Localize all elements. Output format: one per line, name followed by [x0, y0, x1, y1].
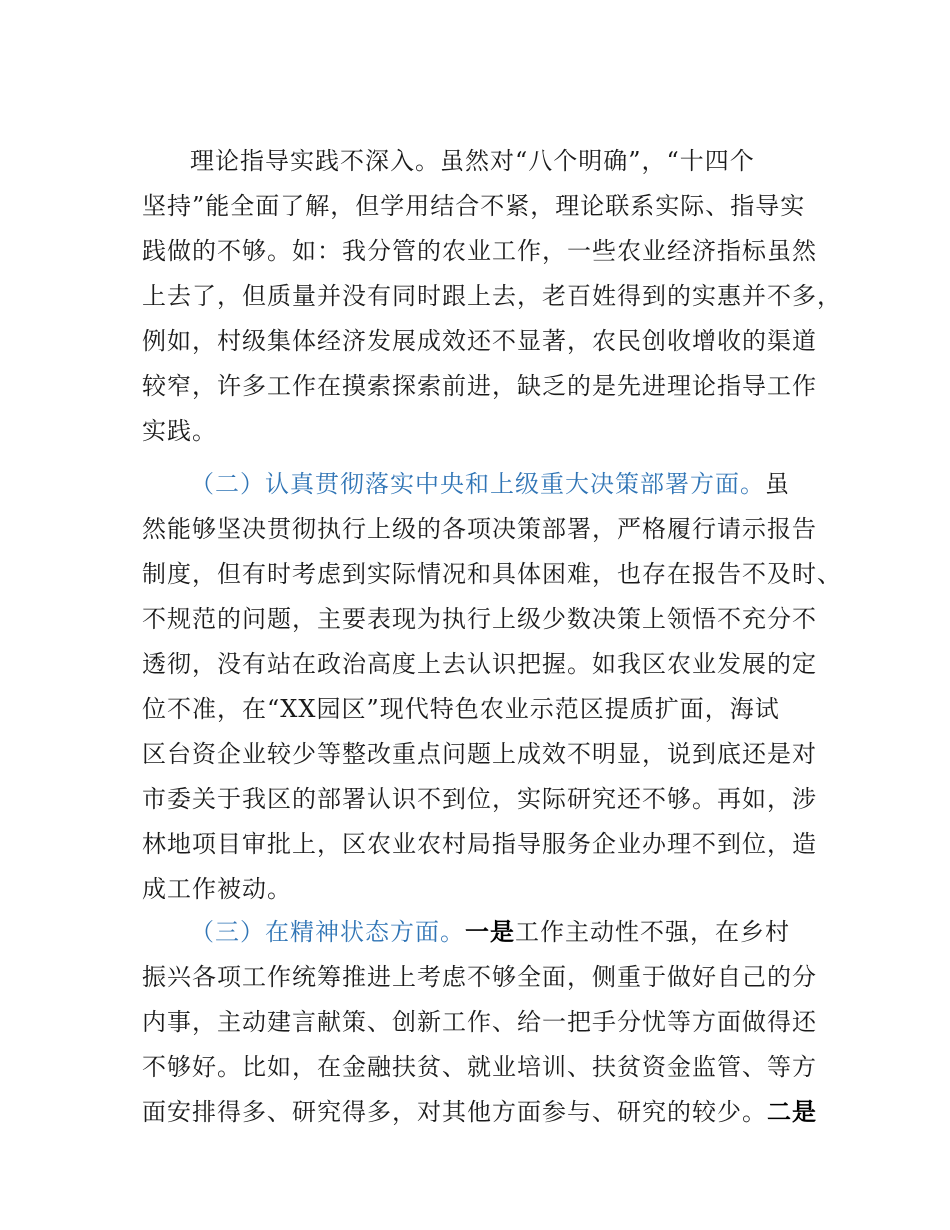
paragraph-1-line-2: 坚持”能全面了解，但学用结合不紧，理论联系实际、指导实: [142, 192, 806, 220]
paragraph-2-line-8: 市委关于我区的部署认识不到位，实际研究还不够。再如，涉: [142, 785, 817, 813]
paragraph-1-line-5: 例如，村级集体经济发展成效还不显著，农民创收增收的渠道: [142, 327, 817, 355]
paragraph-1-line-4: 上去了，但质量并没有同时跟上去，老百姓得到的实惠并不多，: [142, 282, 842, 310]
paragraph-3-bold-marker-2: 二是: [767, 1097, 817, 1126]
paragraph-3-line-5-text: 面安排得多、研究得多，对其他方面参与、研究的较少。: [142, 1098, 767, 1126]
paragraph-3-line-1-rest: 工作主动性不强，在乡村: [515, 918, 790, 946]
paragraph-2-line-1: [190, 469, 870, 499]
paragraph-3-line-3: 内事，主动建言献策、创新工作、给一把手分忧等方面做得还: [142, 1008, 817, 1036]
section-2-heading: （二）认真贯彻落实中央和上级重大决策部署方面。: [190, 470, 765, 498]
paragraph-3-line-1: [190, 917, 870, 947]
paragraph-1-line-7: 实践。: [142, 417, 217, 445]
paragraph-1-line-6: 较窄，许多工作在摸索探索前进，缺乏的是先进理论指导工作: [142, 372, 817, 400]
paragraph-2-line-2: 然能够坚决贯彻执行上级的各项决策部署，严格履行请示报告: [142, 515, 817, 543]
paragraph-2-line-4: 不规范的问题，主要表现为执行上级少数决策上领悟不充分不: [142, 605, 817, 633]
paragraph-2-line-1-rest: 虽: [765, 470, 790, 498]
paragraph-1-line-1: 理论指导实践不深入。虽然对“八个明确”，“十四个: [190, 147, 755, 175]
paragraph-3-line-4: 不够好。比如，在金融扶贫、就业培训、扶贫资金监管、等方: [142, 1053, 817, 1081]
section-3-heading: （三）在精神状态方面。: [190, 918, 465, 946]
paragraph-2-line-5: 透彻，没有站在政治高度上去认识把握。如我区农业发展的定: [142, 650, 817, 678]
paragraph-2-line-7: 区台资企业较少等整改重点问题上成效不明显，说到底还是对: [142, 740, 817, 768]
paragraph-3-line-5: [142, 1097, 822, 1127]
paragraph-2-line-6: 位不准，在“XX园区”现代特色农业示范区提质扩面，海试: [142, 695, 780, 723]
paragraph-3-bold-marker-1: 一是: [465, 917, 515, 946]
paragraph-3-line-2: 振兴各项工作统筹推进上考虑不够全面，侧重于做好自己的分: [142, 963, 817, 991]
paragraph-2-line-9: 林地项目审批上，区农业农村局指导服务企业办理不到位，造: [142, 830, 817, 858]
paragraph-1-line-3: 践做的不够。如：我分管的农业工作，一些农业经济指标虽然: [142, 237, 817, 265]
paragraph-2-line-3: 制度，但有时考虑到实际情况和具体困难，也存在报告不及时、: [142, 560, 842, 588]
paragraph-2-line-10: 成工作被动。: [142, 875, 292, 903]
